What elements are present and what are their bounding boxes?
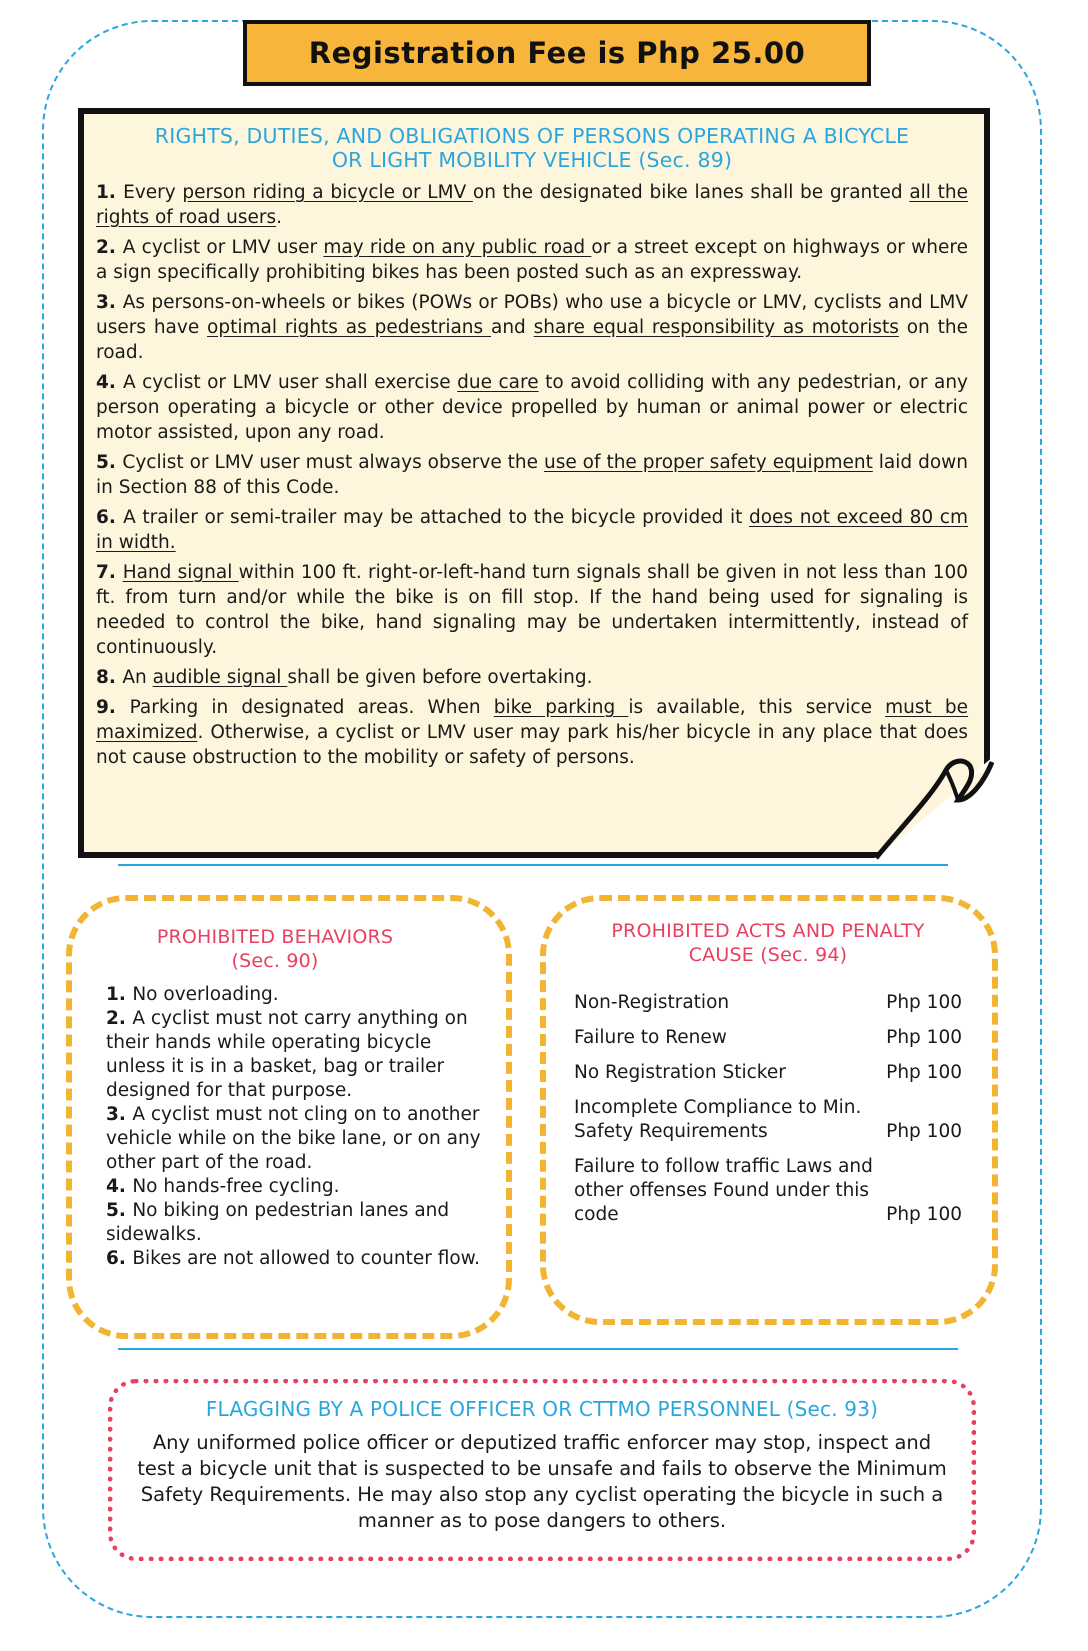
penalty-row	[574, 1096, 962, 1155]
rights-item-number: 9.	[96, 697, 130, 718]
rights-item-text: and	[491, 317, 534, 338]
rights-item-emphasis: due care	[457, 372, 539, 393]
rights-item-text: A trailer or semi-trailer may be attached to the bicycle provided it	[123, 507, 749, 528]
rights-item-text: on the road.	[96, 317, 968, 363]
rights-item-text: to avoid colliding with any pedestrian, or any person operating a bicycle or other device propelled by human or animal power or electric motor assisted, upon any road.	[96, 372, 968, 443]
flagging-body: Any uniformed police officer or deputized traffic enforcer may stop, inspect and test a bicycle unit that is suspected to be unsafe and fails to observe the Minimum Safety Requirements. He may also stop any cyclist operating the bicycle in such a manner as to pose dangers to others.	[137, 1431, 947, 1532]
prohibited-acts-title	[574, 919, 962, 967]
penalty-amount: Php 100	[886, 1027, 962, 1048]
registration-fee-banner: Registration Fee is Php 25.00	[243, 20, 871, 86]
rights-item-emphasis: use of the proper safety equipment	[543, 452, 873, 473]
rights-item-emphasis: must be maximized	[96, 697, 969, 743]
rights-item	[96, 560, 968, 660]
rights-item-emphasis: bike parking	[493, 697, 629, 718]
penalty-act: Incomplete Compliance to Min. Safety Requirements	[574, 1097, 862, 1142]
behavior-item	[106, 983, 484, 1007]
penalty-table	[574, 991, 962, 1238]
penalty-amount: Php 100	[886, 1062, 962, 1083]
rights-item	[96, 370, 968, 445]
rights-item-text: within 100 ft. right-or-left-hand turn signals shall be given in not less than 100 ft. from turn and/or while the bike is on fill stop. If the hand being used for signaling is needed to control the bike, hand signaling may be undertaken intermittently, instead of continuously.	[96, 562, 969, 658]
rights-item-emphasis: Hand signal	[122, 562, 239, 583]
prohibited-acts-title-line1: PROHIBITED ACTS AND PENALTY	[611, 920, 925, 942]
rights-item-number: 2.	[96, 237, 123, 258]
penalty-act: Failure to Renew	[574, 1027, 727, 1048]
rights-item-text: .	[276, 207, 283, 228]
behavior-item-text: No overloading.	[132, 984, 279, 1005]
behavior-item	[106, 1103, 484, 1175]
rights-item-emphasis: all the rights of road users	[96, 182, 968, 228]
prohibited-acts-box	[540, 895, 998, 1325]
penalty-row	[574, 1155, 962, 1238]
rights-list	[96, 180, 968, 770]
rights-item	[96, 180, 968, 230]
rights-item-text: Every	[123, 182, 183, 203]
rights-item	[96, 695, 968, 770]
behavior-item	[106, 1175, 484, 1199]
penalty-amount: Php 100	[886, 992, 962, 1013]
rights-item-text: As persons-on-wheels or bikes (POWs or POBs) who use a bicycle or LMV, cyclists and LMV users have	[96, 292, 968, 338]
penalty-act: Failure to follow traffic Laws and other offenses Found under this code	[574, 1156, 873, 1225]
behavior-item-text: Bikes are not allowed to counter flow.	[132, 1248, 480, 1269]
rights-title-line2: OR LIGHT MOBILITY VEHICLE (Sec. 89)	[331, 148, 733, 172]
behavior-item-number: 4.	[106, 1176, 133, 1197]
rights-item	[96, 450, 968, 500]
rights-item	[96, 505, 968, 555]
penalty-amount: Php 100	[886, 1121, 962, 1142]
rights-item-text: An	[122, 667, 153, 688]
behavior-item-number: 5.	[106, 1200, 133, 1221]
behavior-item	[106, 1199, 484, 1247]
rights-item-number: 1.	[96, 182, 124, 203]
behavior-item	[106, 1247, 484, 1271]
rights-item-text: or a street except on highways or where a sign specifically prohibiting bikes has been posted such as an expressway.	[96, 237, 968, 283]
rights-item-text: A cyclist or LMV user	[122, 237, 324, 258]
rights-item-number: 3.	[96, 292, 123, 313]
rights-item-emphasis: does not exceed 80 cm in width.	[96, 507, 968, 553]
behavior-item-number: 2.	[106, 1008, 133, 1029]
behavior-item-text: A cyclist must not carry anything on their hands while operating bicycle unless it is in a basket, bag or trailer designed for that purpose.	[106, 1008, 468, 1101]
rights-item-number: 4.	[96, 372, 123, 393]
rights-item-number: 8.	[96, 667, 123, 688]
penalty-row	[574, 1026, 962, 1061]
rights-item-emphasis: may ride on any public road	[323, 237, 592, 258]
prohibited-behaviors-title-line2: (Sec. 90)	[231, 950, 319, 972]
behavior-item-text: No hands-free cycling.	[132, 1176, 340, 1197]
flagging-box	[108, 1379, 976, 1561]
rights-item-text: A cyclist or LMV user shall exercise	[122, 372, 458, 393]
prohibited-behaviors-title	[66, 925, 484, 973]
rights-item-text: . Otherwise, a cyclist or LMV user may park his/her bicycle in any place that does not cause obstruction to the mobility or safety of persons.	[96, 722, 968, 768]
behavior-item-number: 1.	[106, 984, 133, 1005]
behavior-item-text: No biking on pedestrian lanes and sidewalks.	[106, 1200, 450, 1245]
flagging-title: FLAGGING BY A POLICE OFFICER OR CTTMO PERSONNEL (Sec. 93)	[205, 1397, 879, 1421]
rights-duties-note	[78, 108, 990, 858]
behavior-item-number: 6.	[106, 1248, 133, 1269]
penalty-act: Non-Registration	[574, 992, 730, 1013]
rights-item-text: Parking in designated areas. When	[129, 697, 494, 718]
rights-title-line1: RIGHTS, DUTIES, AND OBLIGATIONS OF PERSONS OPERATING A BICYCLE	[154, 124, 910, 148]
rights-item	[96, 290, 968, 365]
penalty-amount: Php 100	[886, 1204, 962, 1225]
penalty-row	[574, 991, 962, 1026]
behavior-item-number: 3.	[106, 1104, 133, 1125]
penalty-act: No Registration Sticker	[574, 1062, 786, 1083]
rights-item	[96, 235, 968, 285]
rights-title	[96, 124, 968, 172]
rights-item-text: laid down in Section 88 of this Code.	[96, 452, 968, 498]
prohibited-behaviors-list	[106, 983, 484, 1271]
penalty-row	[574, 1061, 962, 1096]
prohibited-acts-title-line2: CAUSE (Sec. 94)	[688, 944, 848, 966]
page-curl-icon	[872, 756, 994, 860]
behavior-item	[106, 1007, 484, 1103]
rights-item	[96, 665, 968, 690]
rights-item-emphasis: person riding a bicycle or LMV	[182, 182, 473, 203]
divider-bottom	[118, 1348, 958, 1350]
divider-top	[118, 864, 948, 866]
rights-item-text: Cyclist or LMV user must always observe the	[122, 452, 544, 473]
rights-item-text: on the designated bike lanes shall be granted	[472, 182, 910, 203]
rights-item-text: shall be given before overtaking.	[287, 667, 593, 688]
prohibited-behaviors-box	[66, 895, 512, 1339]
rights-item-number: 5.	[96, 452, 123, 473]
rights-item-text: is available, this service	[628, 697, 886, 718]
rights-item-emphasis: audible signal	[152, 667, 288, 688]
rights-item-number: 7.	[96, 562, 123, 583]
rights-item-number: 6.	[96, 507, 124, 528]
rights-item-emphasis: optimal rights as pedestrians	[207, 317, 491, 338]
behavior-item-text: A cyclist must not cling on to another vehicle while on the bike lane, or on any other part of the road.	[106, 1104, 481, 1173]
rights-item-emphasis: share equal responsibility as motorists	[533, 317, 899, 338]
prohibited-behaviors-title-line1: PROHIBITED BEHAVIORS	[156, 926, 394, 948]
